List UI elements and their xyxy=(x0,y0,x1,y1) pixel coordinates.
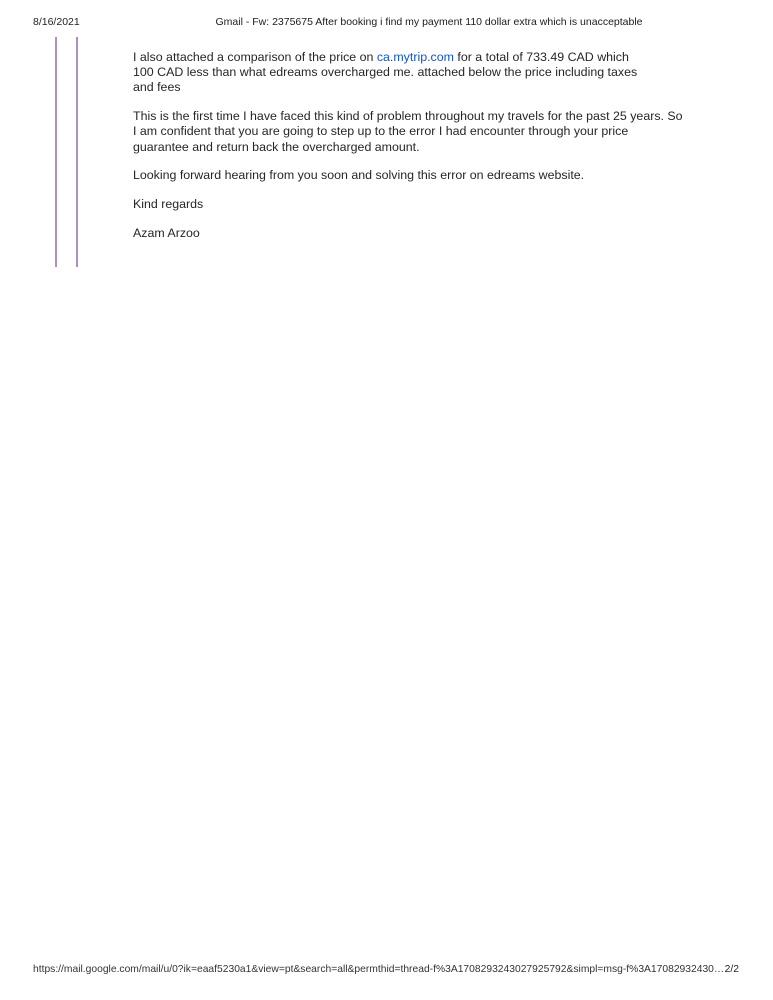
text-line: I am confident that you are going to step up to the error I had encounter through your price xyxy=(133,124,629,139)
text-line: Kind regards xyxy=(133,196,204,211)
text-line: Azam Arzoo xyxy=(133,225,200,240)
text-line xyxy=(133,50,703,65)
print-date: 8/16/2021 xyxy=(33,16,80,28)
sign-off xyxy=(133,197,703,212)
page-number: 2/2 xyxy=(724,964,739,975)
text-line: This is the first time I have faced this kind of problem throughout my travels for the past 25 years. So xyxy=(133,109,683,124)
print-header xyxy=(0,16,773,30)
quote-bar-outer xyxy=(55,37,57,267)
email-subject-title: Gmail - Fw: 2375675 After booking i find my payment 110 dollar extra which is unacceptable xyxy=(215,16,643,28)
footer-url: https://mail.google.com/mail/u/0?ik=eaaf5230a1&view=pt&search=all&permthid=thread-f%3A1708293243027925792&simpl=msg-f%3A17082932430… xyxy=(33,964,725,975)
text-line: Looking forward hearing from you soon and solving this error on edreams website. xyxy=(133,168,585,183)
text-line: 100 CAD less than what edreams overcharged me. attached below the price including taxes xyxy=(133,65,638,80)
text-line: guarantee and return back the overcharged amount. xyxy=(133,139,420,154)
text-segment: I also attached a comparison of the price on xyxy=(133,50,377,64)
print-footer xyxy=(0,964,773,978)
paragraph-complaint xyxy=(133,109,703,155)
text-segment: for a total of 733.49 CAD which xyxy=(453,50,629,64)
paragraph-price-comparison xyxy=(133,50,703,96)
email-body xyxy=(133,50,703,254)
text-line: and fees xyxy=(133,80,181,95)
paragraph-request xyxy=(133,168,703,183)
mytrip-link[interactable]: ca.mytrip.com xyxy=(376,50,454,64)
quote-bar-inner xyxy=(76,37,78,267)
signature xyxy=(133,226,703,241)
